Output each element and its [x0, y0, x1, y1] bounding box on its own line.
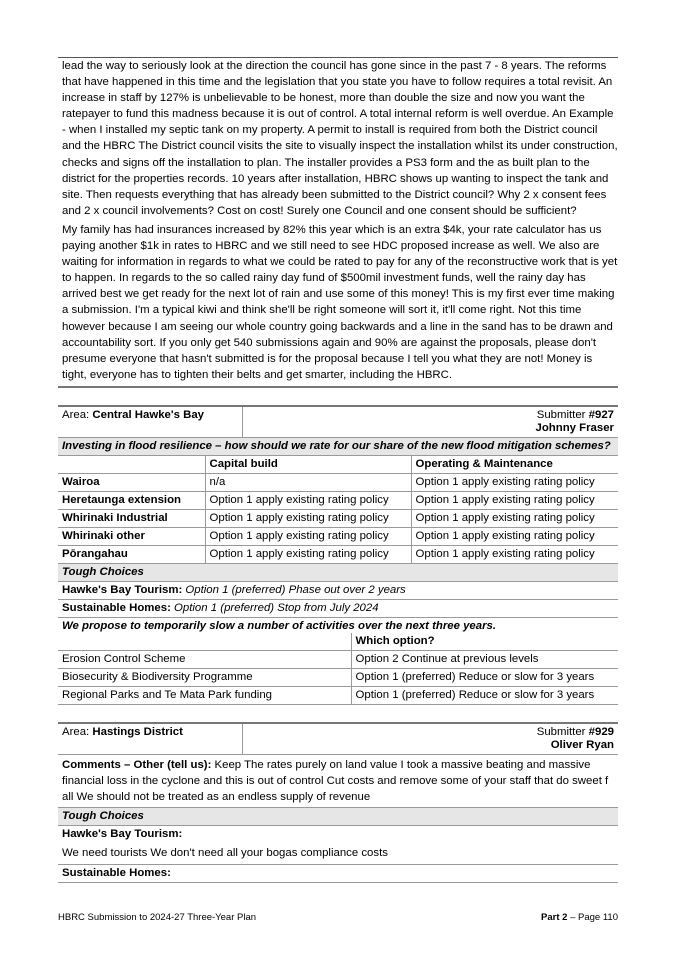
flood-header-row — [58, 455, 618, 473]
submitter-number: #927 — [588, 408, 614, 421]
tourism-row — [58, 581, 618, 599]
comments-label: Comments – Other (tell us): — [62, 758, 215, 771]
scheme-name: Whirinaki Industrial — [58, 509, 205, 527]
activity-option: Option 1 (preferred) Reduce or slow for 3 years — [351, 668, 618, 686]
scheme-header — [58, 455, 205, 473]
submission-927-table — [58, 405, 618, 618]
submission-929-table — [58, 722, 618, 883]
submitter-cell — [242, 406, 618, 438]
comments-row — [58, 754, 618, 807]
footer-page-number — [541, 912, 618, 923]
table-row — [58, 650, 618, 668]
tough-choices-heading: Tough Choices — [58, 563, 618, 581]
submitter-name: Oliver Ryan — [550, 738, 614, 751]
which-option-header: Which option? — [351, 633, 618, 651]
table-row — [58, 527, 618, 545]
submitter-cell — [242, 723, 618, 755]
slow-question: We propose to temporarily slow a number of activities over the next three years. — [62, 619, 497, 632]
table-row — [58, 545, 618, 563]
comments-value: Keep The rates purely on land value I took a massive beating and massive financial loss in the cyclone and this is out of control Cut costs and remove some of your staff that do sweet f all We should not be treated as an endless supply of revenue — [62, 758, 609, 803]
footer-document-title: HBRC Submission to 2024-27 Three-Year Plan — [58, 912, 257, 923]
opex-value: Option 1 apply existing rating policy — [411, 473, 618, 491]
opex-value: Option 1 apply existing rating policy — [411, 545, 618, 563]
opex-value: Option 1 apply existing rating policy — [411, 491, 618, 509]
document-page — [58, 57, 618, 883]
area-cell — [58, 406, 242, 438]
homes-row — [58, 599, 618, 617]
tough-choices-heading: Tough Choices — [58, 807, 618, 825]
area-cell — [58, 723, 242, 755]
homes-label: Sustainable Homes: — [58, 864, 618, 882]
table-row — [58, 473, 618, 491]
table-row — [58, 509, 618, 527]
activity-name: Biosecurity & Biodiversity Programme — [58, 668, 351, 686]
capital-value: Option 1 apply existing rating policy — [205, 545, 411, 563]
submitter-name: Johnny Fraser — [535, 421, 614, 434]
tourism-comment: We need tourists We don't need all your bogas compliance costs — [58, 843, 618, 865]
scheme-name: Whirinaki other — [58, 527, 205, 545]
homes-label: Sustainable Homes: — [62, 601, 175, 614]
homes-value: Option 1 (preferred) Stop from July 2024 — [174, 601, 379, 614]
area-value: Central Hawke's Bay — [92, 408, 204, 421]
opex-value: Option 1 apply existing rating policy — [411, 509, 618, 527]
tourism-label: Hawke's Bay Tourism: — [62, 583, 186, 596]
section-rule — [58, 386, 618, 388]
activity-name: Erosion Control Scheme — [58, 650, 351, 668]
area-value: Hastings District — [92, 725, 183, 738]
capital-value: Option 1 apply existing rating policy — [205, 527, 411, 545]
submitter-number: #929 — [588, 725, 614, 738]
capital-value: n/a — [205, 473, 411, 491]
table-row — [58, 686, 618, 704]
scheme-name: Heretaunga extension — [58, 491, 205, 509]
submitter-label: Submitter — [536, 725, 589, 738]
scheme-name: Pōrangahau — [58, 545, 205, 563]
page-footer — [58, 912, 618, 923]
capital-header: Capital build — [205, 455, 411, 473]
table-row — [58, 491, 618, 509]
activity-header-blank — [58, 633, 351, 651]
area-label: Area: — [62, 725, 93, 738]
scheme-name: Wairoa — [58, 473, 205, 491]
opex-header: Operating & Maintenance — [411, 455, 618, 473]
activity-name: Regional Parks and Te Mata Park funding — [58, 686, 351, 704]
flood-question: Investing in flood resilience – how should we rate for our share of the new flood mitigation schemes? — [58, 437, 618, 455]
activity-option: Option 1 (preferred) Reduce or slow for 3 years — [351, 686, 618, 704]
footer-part: Part 2 — [541, 912, 568, 923]
intro-paragraph-1: lead the way to seriously look at the direction the council has gone since in the past 7 - 8 years. The reforms that have happened in this time and the legislation that you state you have to follow requires a total revisit. An increase in staff by 127% is unbelievable to be honest, more than double the size and now you want the ratepayer to fund this madness because it is out of control. A total internal reform is well overdue. An Example - when I installed my septic tank on my property. A permit to install is required from both the District council and the HBRC The District council visits the site to visually inspect the installation whilst its under construction, checks and signs off the installation to plan. The installer provides a PS3 form and the as built plan to the district for the properties records. 10 years after installation, HBRC shows up wanting to inspect the tank and site. Then requests everything that has already been submitted to the District council? Why 2 x consent fees and 2 x council involvements? Cost on cost! Surely one Council and one consent should be sufficient? — [62, 60, 618, 217]
submitter-label: Submitter — [536, 408, 589, 421]
activities-table — [58, 618, 618, 705]
capital-value: Option 1 apply existing rating policy — [205, 509, 411, 527]
footer-page: – Page 110 — [567, 912, 618, 923]
tourism-value: Option 1 (preferred) Phase out over 2 years — [185, 583, 406, 596]
opex-value: Option 1 apply existing rating policy — [411, 527, 618, 545]
table-row — [58, 668, 618, 686]
activity-option: Option 2 Continue at previous levels — [351, 650, 618, 668]
intro-paragraph-2: My family has had insurances increased by 82% this year which is an extra $4k, your rate calculator has us paying another $1k in rates to HBRC and we still need to see HDC proposed increase as well. We also are waiting for information in regards to what we could be rated to pay for any of the reconstructive work that is yet to happen. In regards to the so called rainy day fund of $500mil investment funds, well the rainy day has arrived best we get ready for the next lot of rain and use some of this money! This is my first ever time making a submission. I'm a typical kiwi and think she'll be right someone will sort it, it'll come right. Not this time however because I am seeing our whole country going backwards and a line in the sand has to be drawn and accountability sort. If you only get 540 submissions again and 90% are against the proposals, please don't presume everyone that hasn't submitted is for the proposal because I tell you what they are not! Money is tight, everyone has to tighten their belts and get smarter, including the HBRC. — [62, 223, 618, 381]
tourism-label: Hawke's Bay Tourism: — [62, 827, 183, 840]
capital-value: Option 1 apply existing rating policy — [205, 491, 411, 509]
area-label: Area: — [62, 408, 93, 421]
